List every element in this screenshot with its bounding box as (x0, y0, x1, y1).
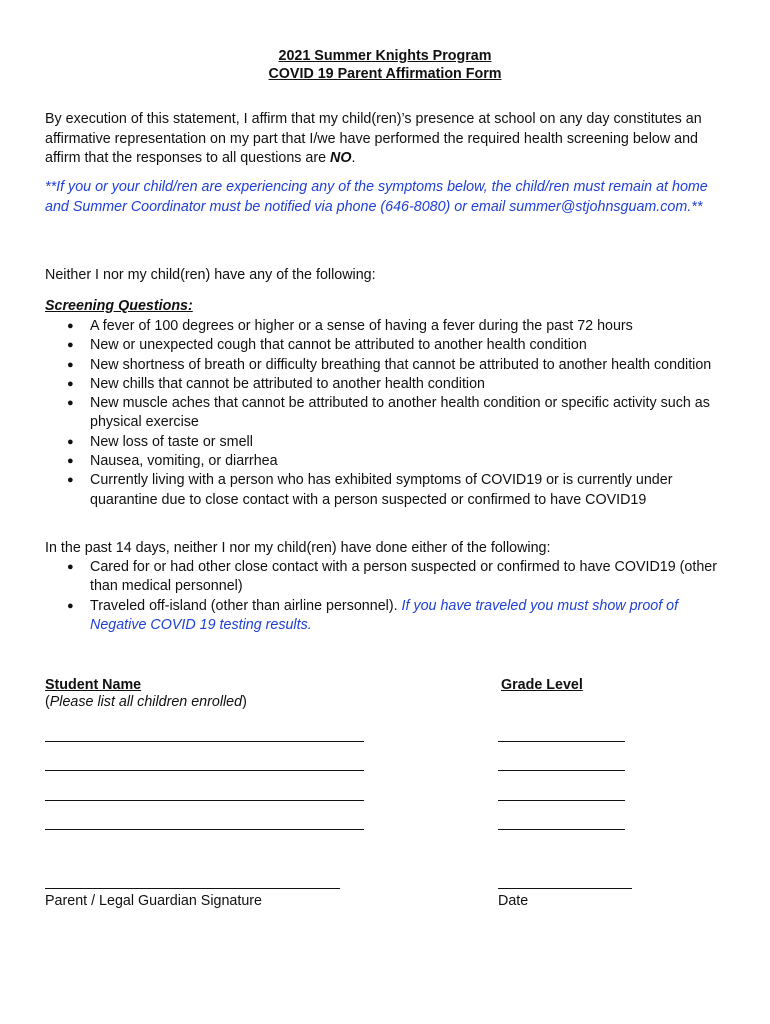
intro-text: By execution of this statement, I affirm that my child(ren)’s presence at school on any day constitutes an affirmative representation on my part that I/we have performed the required health screening below and affirm that the responses to all questions are (45, 111, 702, 166)
list-item: ● A fever of 100 degrees or higher or a sense of having a fever during the past 72 hours (45, 317, 725, 336)
student-list-note: (Please list all children enrolled) (45, 694, 247, 710)
grade-level-line[interactable] (498, 800, 625, 801)
grade-level-line[interactable] (498, 741, 625, 742)
student-list-note-text: Please list all children enrolled (49, 694, 243, 710)
symptom-warning: **If you or your child/ren are experiencing any of the symptoms below, the child/ren must remain at home and Summer Coordinator must be notified via phone (646-8080) or email summer@stjohnsguam.com.** (45, 179, 708, 215)
list-item: ● Cared for or had other close contact with a person suspected or confirmed to have COVID19 (other than medical personnel) (45, 558, 725, 597)
screening-heading: Screening Questions: (45, 298, 193, 314)
signature-line[interactable] (45, 888, 340, 889)
screening-list (45, 317, 725, 510)
student-name-line[interactable] (45, 770, 364, 771)
student-name-line[interactable] (45, 829, 364, 830)
date-line[interactable] (498, 888, 632, 889)
list-item: ● Currently living with a person who has exhibited symptoms of COVID19 or is currently under quarantine due to close contact with a person suspected or confirmed to have COVID19 (45, 471, 725, 510)
student-name-line[interactable] (45, 741, 364, 742)
list-item: ● New loss of taste or smell (45, 433, 725, 452)
travel-note: If you have traveled you must show proof of Negative COVID 19 testing results. (90, 597, 679, 633)
list-item: ● Nausea, vomiting, or diarrhea (45, 452, 725, 471)
grade-level-line[interactable] (498, 829, 625, 830)
grade-level-label: Grade Level (501, 677, 583, 693)
neither-statement: Neither I nor my child(ren) have any of the following: (45, 267, 376, 283)
list-item: ● New muscle aches that cannot be attributed to another health condition or specific activity such as physical exercise (45, 394, 725, 433)
past-14-days-intro: In the past 14 days, neither I nor my child(ren) have done either of the following: (45, 540, 551, 556)
intro-period: . (351, 150, 356, 166)
past-14-days-list (45, 558, 725, 635)
grade-level-line[interactable] (498, 770, 625, 771)
signature-label: Parent / Legal Guardian Signature (45, 893, 262, 909)
list-item (45, 597, 725, 636)
date-label: Date (498, 893, 529, 909)
program-title: 2021 Summer Knights Program (278, 48, 492, 64)
form-title: COVID 19 Parent Affirmation Form (268, 66, 502, 82)
list-item: ● New shortness of breath or difficulty breathing that cannot be attributed to another health condition (45, 356, 725, 375)
travel-text: Traveled off-island (other than airline personnel). (90, 597, 402, 614)
intro-emphasis: NO (330, 150, 352, 166)
intro-statement (45, 110, 735, 169)
list-item: ● New or unexpected cough that cannot be attributed to another health condition (45, 336, 725, 355)
list-item: ● New chills that cannot be attributed to another health condition (45, 375, 725, 394)
student-name-line[interactable] (45, 800, 364, 801)
student-name-label: Student Name (45, 677, 142, 693)
